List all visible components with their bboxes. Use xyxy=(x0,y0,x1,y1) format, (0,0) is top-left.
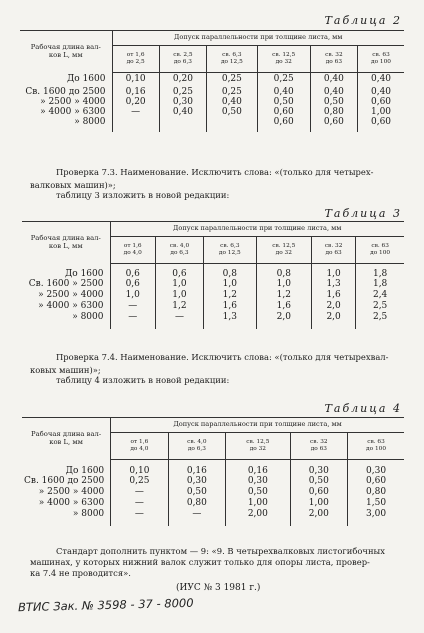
table-row: До 1600 0,10 0,20 0,25 0,25 0,40 0,40 xyxy=(20,73,404,88)
paragraph-check-7-3: Проверка 7.3. Наименование. Исключить слова: «(только для четырех- валковых машин)»; таблицу 3 изложить в новой редакции: xyxy=(30,167,374,200)
table-row: Св. 1600 до 2500 0,25 0,30 0,30 0,50 0,60 xyxy=(24,476,387,487)
table-3-subheader: св. 63 до 100 xyxy=(356,237,404,264)
table-row: » 2500 » 4000 1,0 1,0 1,2 1,2 1,6 2,4 xyxy=(22,291,404,302)
table-4-subheader: св. 63 до 100 xyxy=(348,433,404,460)
paragraph-check-7-4: Проверка 7.4. Наименование. Исключить слова: «(только для четырехвал- ковых машин)»; таблицу 4 изложить в новой редакции: xyxy=(30,352,389,385)
table-2-subheader: св. 63 до 100 xyxy=(358,46,404,73)
table-row: До 1600 0,10 0,16 0,16 0,30 0,30 xyxy=(22,460,404,477)
table-3 xyxy=(22,221,404,329)
table-3-subheader: св. 6,3 до 12,5 xyxy=(203,237,256,264)
table-4-header-main: Допуск параллельности при толщине листа, мм xyxy=(111,418,404,433)
table-3-header-main: Допуск параллельности при толщине листа, мм xyxy=(110,222,404,237)
table-4-subheader: от 1,6 до 4,0 xyxy=(111,433,168,460)
table-row: » 8000 — — 2,00 2,00 3,00 xyxy=(22,510,404,526)
table-3-subheader: св. 12,5 до 32 xyxy=(256,237,311,264)
table-4-header-length: Рабочая длина вал- ков L, мм xyxy=(22,418,111,460)
printing-stamp: ВТИС Зак. № 3598 - 37 - 8000 xyxy=(17,595,194,615)
table-3-subheader: св. 4,0 до 6,3 xyxy=(155,237,203,264)
table-row: » 4000 » 6300 — 1,2 1,6 1,6 2,0 2,5 xyxy=(22,302,404,313)
table-row: » 8000 0,60 0,60 0,60 xyxy=(20,118,404,132)
table-4-subheader: св. 12,5 до 32 xyxy=(226,433,290,460)
table-4-caption: Таблица 4 xyxy=(324,402,402,415)
table-3-caption: Таблица 3 xyxy=(324,207,402,220)
table-3-subheader: от 1,6 до 4,0 xyxy=(110,237,155,264)
table-row: » 4000 » 6300 — 0,40 0,50 0,60 0,80 1,00 xyxy=(20,108,404,118)
table-row: До 1600 0,6 0,6 0,8 0,8 1,0 1,8 xyxy=(22,264,404,280)
table-2-subheader: св. 12,5 до 32 xyxy=(257,46,310,73)
table-2 xyxy=(20,30,404,132)
ius-reference: (ИУС № 3 1981 г.) xyxy=(176,583,261,593)
table-2-subheader: св. 32 до 63 xyxy=(310,46,357,73)
table-2-caption: Таблица 2 xyxy=(324,14,402,27)
table-row: » 2500 » 4000 0,20 0,30 0,40 0,50 0,50 0,60 xyxy=(20,98,404,108)
table-2-subheader: св. 2,5 до 6,3 xyxy=(159,46,206,73)
paragraph-clause-9: Стандарт дополнить пунктом — 9: «9. В четырехвалковых листогибочных машинах, у которых нижний валок служит только для опоры листа, провер- ка 7.4 не проводится». xyxy=(30,546,385,578)
table-row: » 8000 — — 1,3 2,0 2,0 2,5 xyxy=(22,313,404,329)
table-4 xyxy=(22,417,404,526)
table-3-subheader: св. 32 до 63 xyxy=(311,237,355,264)
table-row: Св. 1600 » 2500 0,6 1,0 1,0 1,0 1,3 1,8 xyxy=(22,280,404,291)
table-2-subheader: от 1,6 до 2,5 xyxy=(112,46,159,73)
table-2-header-length: Рабочая длина вал- ков L, мм xyxy=(20,31,112,73)
table-4-subheader: св. 4,0 до 6,3 xyxy=(168,433,225,460)
table-row: » 4000 » 6300 — 0,80 1,00 1,00 1,50 xyxy=(22,499,404,510)
table-3-header-length: Рабочая длина вал- ков L, мм xyxy=(22,222,110,264)
table-row: Св. 1600 до 2500 0,16 0,25 0,25 0,40 0,40 0,40 xyxy=(20,88,404,98)
table-2-header-main: Допуск параллельности при толщине листа, мм xyxy=(112,31,404,46)
table-4-subheader: св. 32 до 63 xyxy=(290,433,347,460)
table-2-subheader: св. 6,3 до 12,5 xyxy=(207,46,258,73)
table-row: » 2500 » 4000 — 0,50 0,50 0,60 0,80 xyxy=(22,488,404,499)
